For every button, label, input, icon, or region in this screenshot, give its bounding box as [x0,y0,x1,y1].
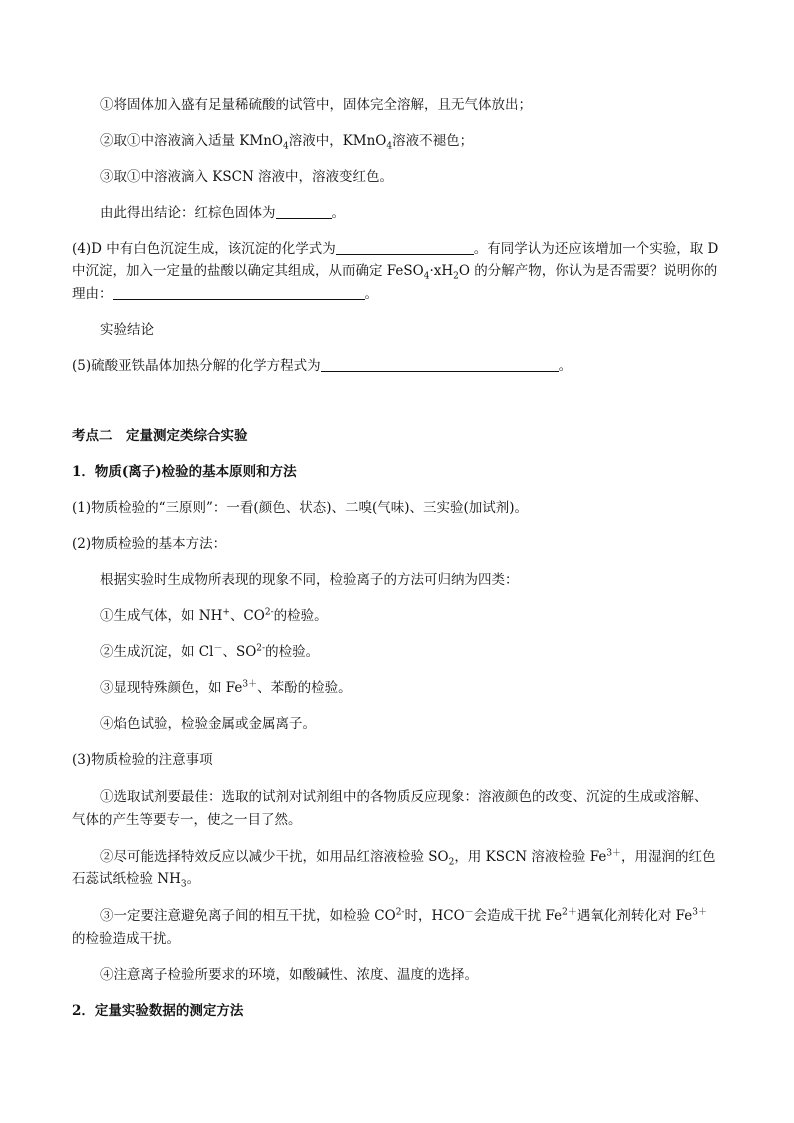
text-line: ③显现特殊颜色，如 $Fe^{3+}$、苯酚的检验。 [100,679,352,696]
text-line: (3)物质检验的注意事项 [72,752,213,768]
text-line: 气体的产生等要专一，使之一目了然。 [72,812,302,828]
text-line: 石蕊试纸检验 $NH_3$。 [72,871,201,890]
text-line: (5)硫酸亚铁晶体加热分解的化学方程式为 。 [72,358,573,374]
text-line: ①将固体加入盛有足量稀硫酸的试管中，固体完全溶解，且无气体放出； [100,97,532,113]
text-line: ②尽可能选择特效反应以减少干扰，如用品红溶液检验 $SO_2$，用 KSCN 溶液检验 $Fe^{3+}$，用湿润的红色 [100,848,716,868]
text-line: 理由： 。 [72,286,378,302]
section-label: 实验结论 [100,322,154,338]
text-line: ④注意离子检验所要求的环境，如酸碱性、浓度、温度的选择。 [100,967,478,983]
answer-blank[interactable] [336,241,474,255]
text-line: 的检验造成干扰。 [72,931,180,947]
text-line: 由此得出结论：红棕色固体为 。 [100,205,345,221]
text-line: ②取①中溶液滴入适量 KMnO$_4$溶液中，KMnO$_4$溶液不褪色； [100,133,474,152]
subsection-heading: 1．物质(离子)检验的基本原则和方法 [72,464,297,480]
text-line: (1)物质检验的“三原则”：一看(颜色、状态)、二嗅(气味)、三实验(加试剂)。 [72,500,529,516]
text-line: 根据实验时生成物所表现的现象不同，检验离子的方法可归纳为四类： [100,572,519,588]
text-line: ①选取试剂要最佳：选取的试剂对试剂组中的各物质反应现象：溶液颜色的改变、沉淀的生成或溶解、 [100,789,708,805]
text-line: (2)物质检验的基本方法： [72,536,227,552]
answer-blank[interactable] [113,286,365,300]
answer-blank[interactable] [321,358,559,372]
text-line: ④焰色试验，检验金属或金属离子。 [100,716,316,732]
section-heading: 考点二 定量测定类综合实验 [72,428,248,444]
text-line: ①生成气体，如 NH+、$CO^{2-}$的检验。 [100,607,328,624]
subsection-heading: 2．定量实验数据的测定方法 [72,1003,244,1019]
answer-blank[interactable] [276,205,332,219]
text-line: ③一定要注意避免离子间的相互干扰，如检验 $CO^{2-}$时，HCO－会造成干扰 $Fe^{2+}$遇氧化剂转化对 $Fe^{3+}$ [100,907,707,924]
text-line: ③取①中溶液滴入 KSCN 溶液中，溶液变红色。 [100,169,394,185]
text-line: ②生成沉淀，如 Cl－、$SO^{2-}$的检验。 [100,643,320,660]
text-line: 中沉淀，加入一定量的盐酸以确定其组成，从而确定 $FeSO_4\cdot xH_2O$ 的分解产物，你认为是否需要？说明你的 [72,263,718,282]
text-line: (4)D 中有白色沉淀生成，该沉淀的化学式为 。有同学认为还应该增加一个实验，取 D [72,241,719,257]
